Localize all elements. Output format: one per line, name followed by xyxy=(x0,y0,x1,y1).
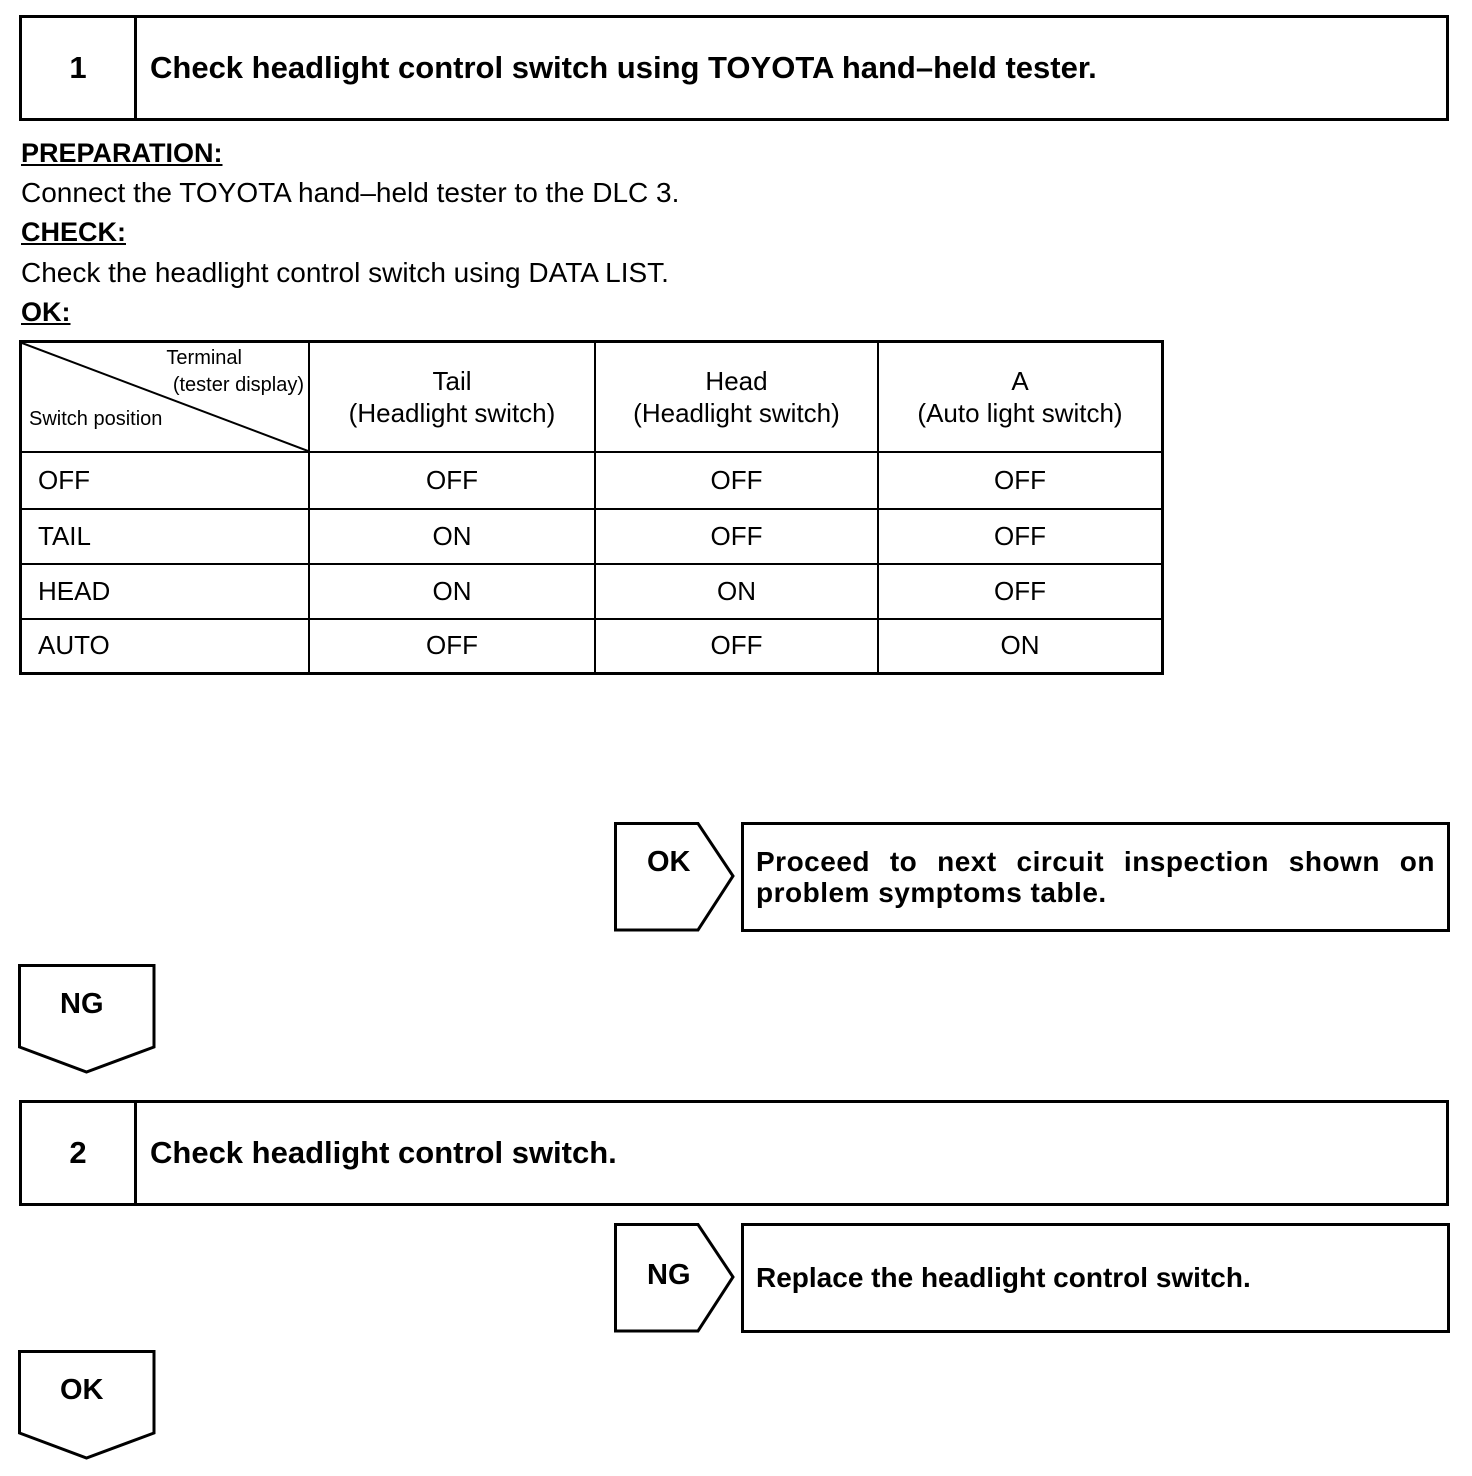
preparation-label: PREPARATION: xyxy=(21,138,223,168)
cell-tail: OFF xyxy=(309,619,595,673)
cell-head: OFF xyxy=(595,619,878,673)
ng-down-1-label: NG xyxy=(60,988,104,1020)
cell-auto: ON xyxy=(878,619,1163,673)
cell-auto: OFF xyxy=(878,564,1163,619)
terminal-label: Terminal xyxy=(166,347,242,369)
column-header-head: Head (Headlight switch) xyxy=(595,342,878,453)
row-position: HEAD xyxy=(21,564,310,619)
switch-check-table xyxy=(19,340,1164,675)
row-position: OFF xyxy=(21,452,310,509)
corner-header-cell xyxy=(21,342,310,453)
step-2-box xyxy=(19,1100,1449,1206)
table-row xyxy=(21,619,1163,673)
ng-down-arrow-1 xyxy=(18,964,156,1074)
ng-branch-arrow-2 xyxy=(614,1223,738,1333)
preparation-text: Connect the TOYOTA hand–held tester to the DLC 3. xyxy=(21,177,680,208)
check-label: CHECK: xyxy=(21,217,126,247)
step-2-title: Check headlight control switch. xyxy=(150,1135,617,1170)
cell-auto: OFF xyxy=(878,452,1163,509)
ng-branch-2-result-text: Replace the headlight control switch. xyxy=(756,1262,1251,1293)
step-1-box xyxy=(19,15,1449,121)
cell-head: ON xyxy=(595,564,878,619)
step-1-number: 1 xyxy=(22,18,137,118)
cell-tail: OFF xyxy=(309,452,595,509)
row-position: TAIL xyxy=(21,509,310,564)
column-header-tail: Tail (Headlight switch) xyxy=(309,342,595,453)
step-1-title: Check headlight control switch using TOYOTA hand–held tester. xyxy=(150,50,1097,85)
ok-down-arrow-2 xyxy=(18,1350,156,1460)
ok-branch-1-label: OK xyxy=(647,846,691,878)
ok-branch-1-result xyxy=(741,822,1450,932)
ng-branch-2-result xyxy=(741,1223,1450,1333)
diagonal-divider xyxy=(22,343,308,451)
ng-branch-2-label: NG xyxy=(647,1259,691,1291)
cell-auto: OFF xyxy=(878,509,1163,564)
switch-position-label: Switch position xyxy=(29,408,163,430)
table-row xyxy=(21,509,1163,564)
table-row xyxy=(21,452,1163,509)
check-text: Check the headlight control switch using DATA LIST. xyxy=(21,257,669,288)
column-header-auto: A (Auto light switch) xyxy=(878,342,1163,453)
cell-head: OFF xyxy=(595,452,878,509)
ok-branch-arrow-1 xyxy=(614,822,738,932)
cell-head: OFF xyxy=(595,509,878,564)
row-position: AUTO xyxy=(21,619,310,673)
table-row xyxy=(21,564,1163,619)
tester-display-label: (tester display) xyxy=(172,374,304,396)
cell-tail: ON xyxy=(309,509,595,564)
ok-down-2-label: OK xyxy=(60,1374,104,1406)
ok-label: OK: xyxy=(21,297,71,327)
step-2-number: 2 xyxy=(22,1103,137,1203)
cell-tail: ON xyxy=(309,564,595,619)
table-header-row xyxy=(21,342,1163,453)
ok-branch-1-result-text: Proceed to next circuit inspection shown on problem symptoms table. xyxy=(756,846,1435,908)
